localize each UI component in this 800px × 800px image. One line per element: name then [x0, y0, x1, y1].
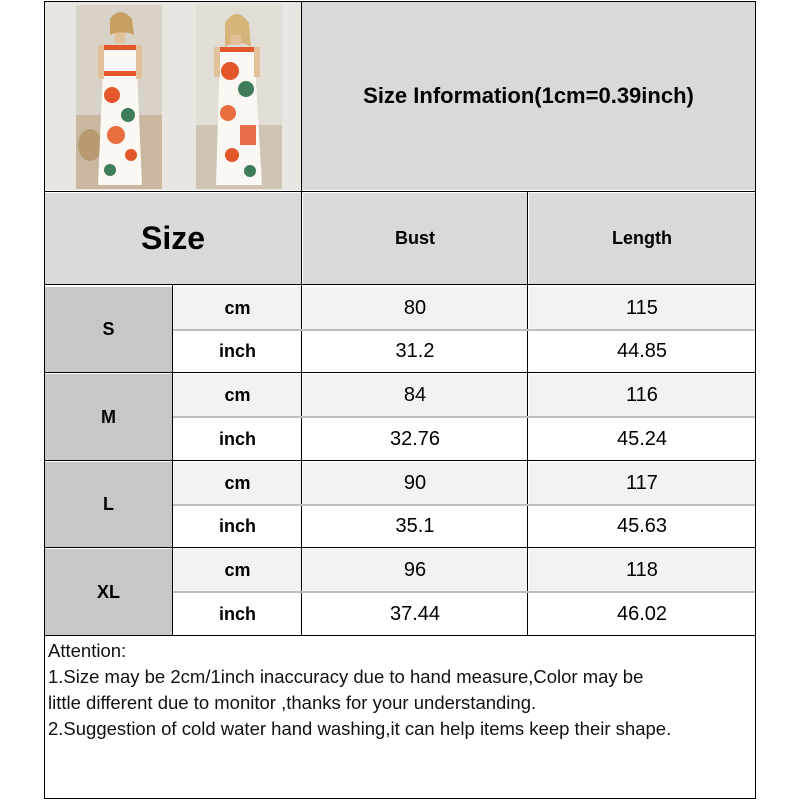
divider [173, 591, 755, 593]
length-value: 45.63 [529, 506, 755, 547]
bust-value: 84 [303, 374, 527, 416]
unit-cell: cm [174, 549, 301, 591]
bust-value: 37.44 [303, 593, 527, 635]
bust-value: 96 [303, 549, 527, 591]
length-value: 46.02 [529, 593, 755, 635]
bust-value: 32.76 [303, 418, 527, 460]
size-header-label: Size [140, 220, 206, 256]
divider [173, 329, 755, 331]
size-label: S [102, 319, 115, 339]
unit-cell: inch [174, 506, 301, 547]
bust-value: 31.2 [303, 331, 527, 372]
unit-cell: cm [174, 374, 301, 416]
size-cell-xl [45, 549, 172, 635]
model-side-photo [196, 5, 282, 189]
divider [173, 416, 755, 418]
divider [44, 460, 756, 461]
length-value: 117 [529, 462, 755, 504]
size-column-header [45, 193, 301, 284]
length-value: 45.24 [529, 418, 755, 460]
bust-value: 35.1 [303, 506, 527, 547]
divider [301, 1, 302, 191]
length-value: 116 [529, 374, 755, 416]
unit-cell: inch [174, 593, 301, 635]
unit-cell: cm [174, 462, 301, 504]
size-label: M [101, 406, 116, 427]
divider [44, 635, 756, 636]
divider [527, 191, 528, 636]
divider [44, 547, 756, 548]
length-value: 44.85 [529, 331, 755, 372]
length-value: 115 [529, 287, 755, 329]
bust-value: 80 [303, 287, 527, 329]
size-cell-l [45, 462, 172, 547]
bust-value: 90 [303, 462, 527, 504]
unit-cell: inch [174, 331, 301, 372]
attention-notes [48, 638, 752, 742]
page-title: Size Information(1cm=0.39inch) [363, 83, 694, 108]
attention-line: little different due to monitor ,thanks for your understanding. [48, 692, 537, 713]
bust-column-header [303, 193, 527, 284]
attention-line: 1.Size may be 2cm/1inch inaccuracy due to hand measure,Color may be [48, 666, 644, 687]
divider [44, 284, 756, 285]
unit-cell: cm [174, 287, 301, 329]
length-value: 118 [529, 549, 755, 591]
attention-line: 2.Suggestion of cold water hand washing,it can help items keep their shape. [48, 718, 672, 739]
divider [44, 191, 756, 192]
attention-heading: Attention: [48, 640, 127, 661]
product-photo-panel [45, 2, 301, 190]
length-column-header [529, 193, 755, 284]
size-label: XL [96, 581, 120, 602]
size-info-header [302, 2, 755, 190]
size-cell-m [45, 374, 172, 460]
unit-cell: inch [174, 418, 301, 460]
divider [44, 372, 756, 373]
size-cell-s [45, 287, 172, 372]
length-header-label: Length [612, 228, 672, 248]
model-front-photo [76, 5, 162, 189]
divider [301, 191, 302, 636]
bust-header-label: Bust [395, 228, 435, 248]
size-label: L [103, 494, 114, 514]
divider [173, 504, 755, 506]
